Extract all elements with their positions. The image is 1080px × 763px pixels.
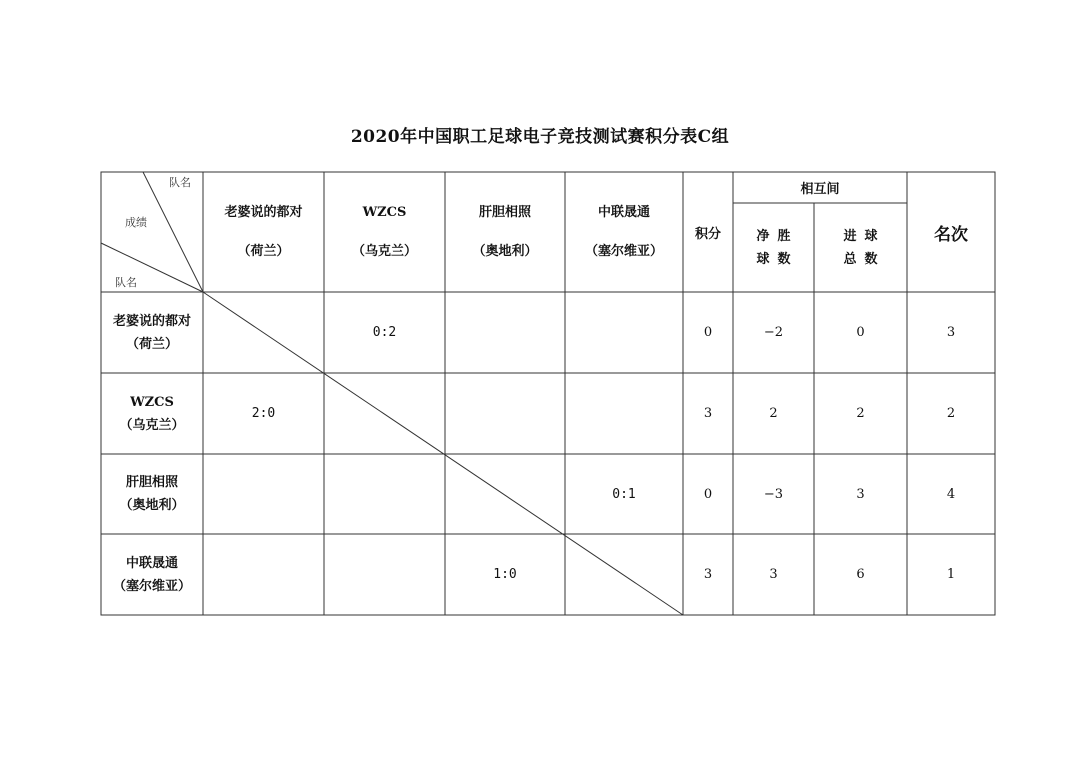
net-goals-cell: 3: [769, 567, 778, 582]
corner-top-label: 队名: [169, 176, 191, 189]
rank-cell: 1: [946, 567, 956, 582]
net-goals-cell: 2: [769, 406, 778, 421]
page-title: 2020年中国职工足球电子竞技测试赛积分表C组: [350, 127, 730, 147]
net-goals-header: [733, 203, 814, 292]
score-cell: 0:2: [372, 325, 397, 340]
total-goals-cell: 3: [856, 486, 865, 502]
col-header-team-4: [565, 172, 683, 292]
team-name: 肝胆相照: [478, 205, 531, 220]
total-goals-cell: 0: [856, 325, 865, 340]
rank-header: 名次: [934, 224, 968, 245]
score-cell: 1:0: [493, 567, 517, 582]
team-name: WZCS: [130, 394, 174, 410]
team-name: 老婆说的都对: [224, 205, 303, 220]
net-goals-line-1: 净胜: [756, 228, 799, 244]
team-country: （荷兰）: [125, 336, 178, 352]
rank-cell: 3: [946, 325, 956, 340]
points-header: 积分: [694, 226, 721, 242]
points-cell: 3: [703, 406, 713, 421]
row-header-team-1: [101, 292, 203, 373]
total-goals-line-1: 进球: [843, 228, 886, 244]
team-country: （塞尔维亚）: [112, 578, 191, 594]
team-country: （乌克兰）: [119, 417, 185, 433]
team-name: 肝胆相照: [125, 475, 178, 490]
team-country: （塞尔维亚）: [584, 244, 663, 259]
total-goals-line-2: 总数: [843, 251, 886, 267]
team-name: 中联晟通: [597, 205, 650, 220]
net-goals-cell: −2: [763, 325, 784, 340]
col-header-team-1: [203, 172, 324, 292]
points-cell: 3: [703, 567, 713, 582]
team-country: （奥地利）: [472, 244, 538, 259]
row-header-team-4: [101, 534, 203, 615]
points-cell: 0: [703, 325, 713, 340]
rank-cell: 4: [946, 486, 956, 502]
net-goals-line-2: 球数: [756, 251, 799, 267]
rank-cell: 2: [946, 406, 956, 421]
col-header-team-3: [445, 172, 565, 292]
team-name: WZCS: [362, 205, 407, 220]
team-country: （奥地利）: [119, 498, 185, 513]
score-cell: 2:0: [251, 406, 276, 421]
mutual-header: 相互间: [800, 182, 840, 197]
row-header-team-2: [101, 373, 203, 454]
col-header-team-2: [324, 172, 445, 292]
corner-mid-label: 成绩: [125, 216, 147, 229]
row-header-team-3: [101, 454, 203, 534]
score-cell: 0:1: [612, 486, 636, 502]
team-name: 中联晟通: [125, 555, 178, 571]
net-goals-cell: −3: [763, 486, 784, 502]
total-goals-header: [814, 203, 907, 292]
team-country: （乌克兰）: [351, 244, 417, 259]
total-goals-cell: 2: [856, 406, 865, 421]
team-country: （荷兰）: [237, 244, 290, 259]
team-name: 老婆说的都对: [112, 313, 191, 329]
points-cell: 0: [703, 486, 713, 502]
corner-bottom-label: 队名: [115, 276, 137, 289]
total-goals-cell: 6: [856, 567, 865, 582]
